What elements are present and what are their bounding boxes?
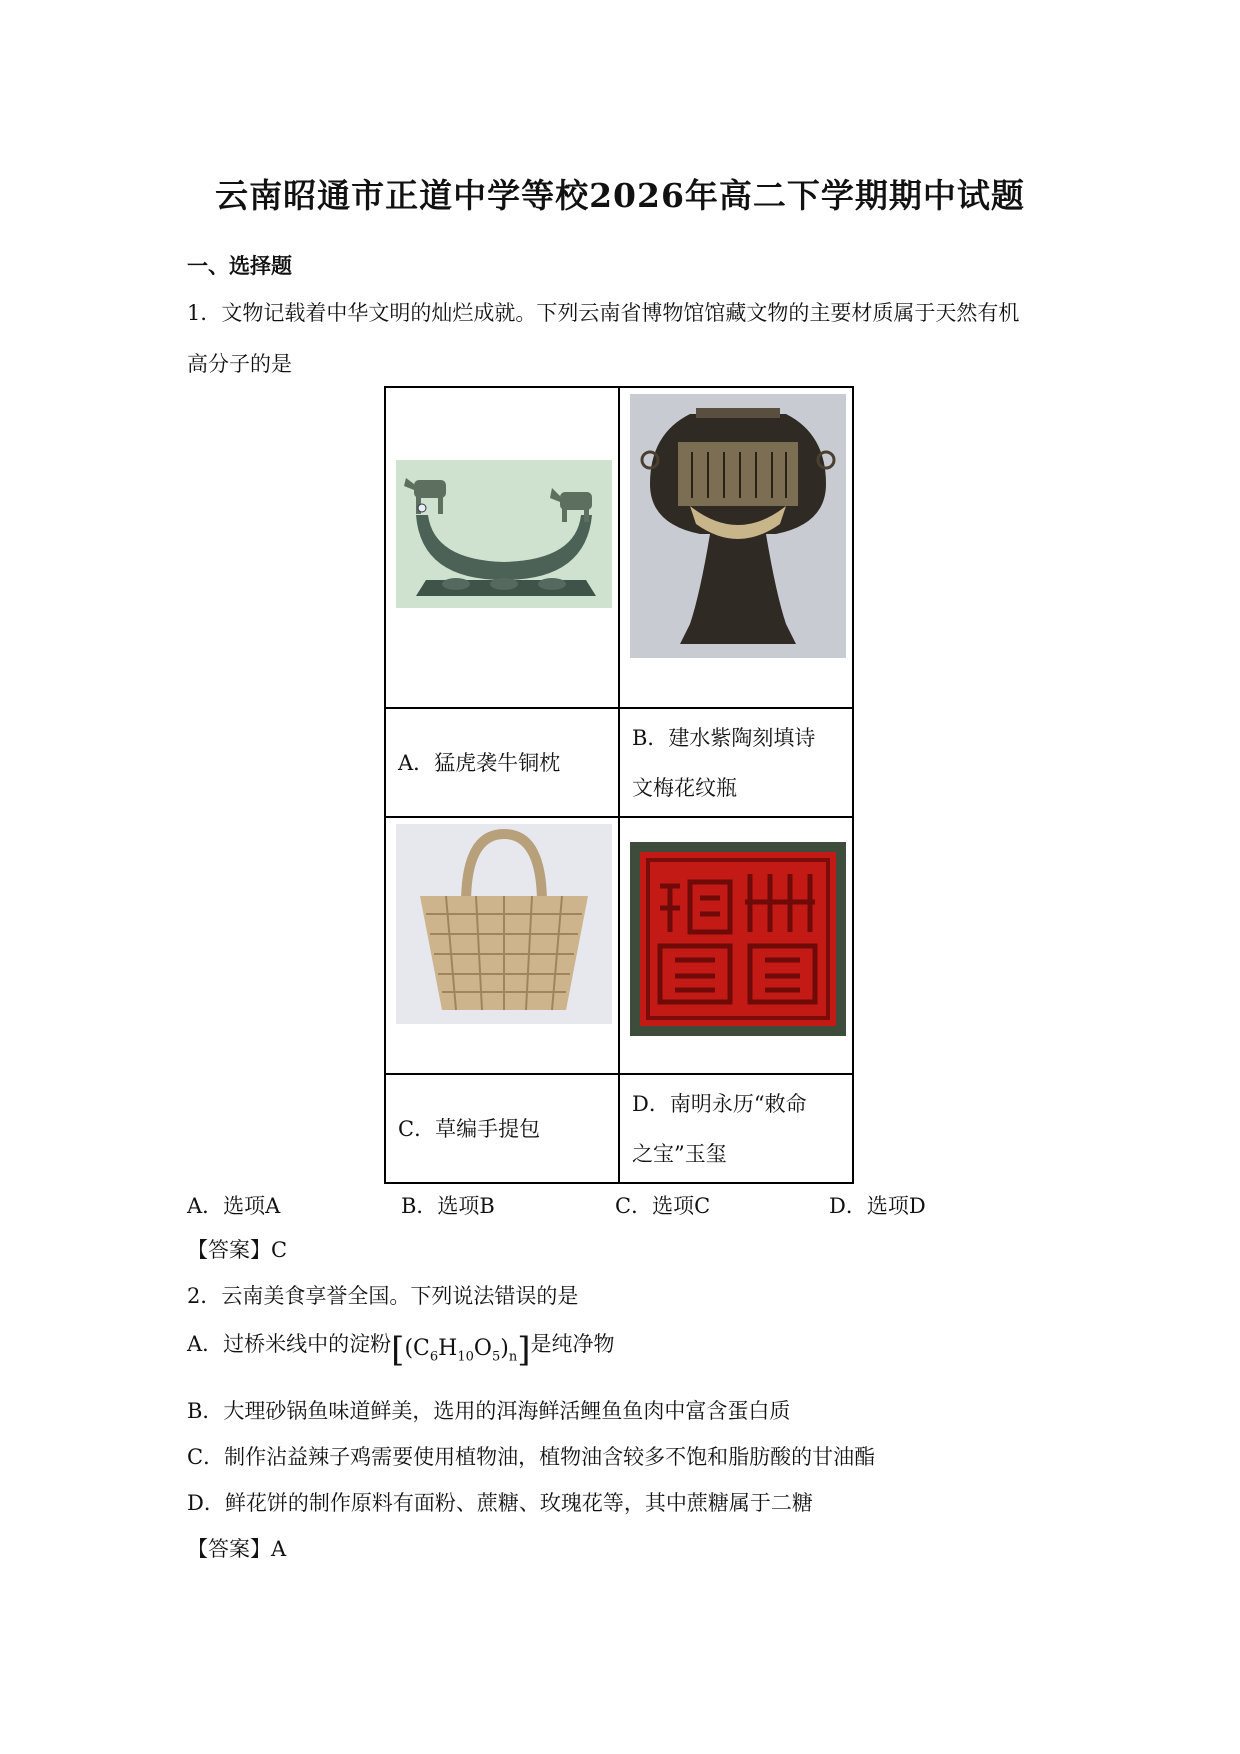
artifact-a-image-cell <box>385 387 619 708</box>
straw-handbag-image <box>396 824 612 1024</box>
jade-seal-image <box>630 842 846 1036</box>
artifact-d-label-line2: 之宝”玉玺 <box>632 1141 727 1166</box>
question-1-answer: 【答案】C <box>187 1238 288 1262</box>
question-1-option-b[interactable]: B．选项B <box>401 1194 495 1218</box>
artifact-c-label: C．草编手提包 <box>385 1074 619 1183</box>
question-1-option-a[interactable]: A．选项A <box>187 1194 281 1218</box>
section-heading: 一、选择题 <box>187 253 292 278</box>
question-1-option-c[interactable]: C．选项C <box>615 1194 711 1218</box>
page-title: 云南昭通市正道中学等校2026年高二下学期期中试题 <box>215 176 1025 215</box>
question-1-stem-line2: 高分子的是 <box>187 352 292 376</box>
artifact-b-image-cell <box>619 387 853 708</box>
question-2-answer: 【答案】A <box>187 1537 287 1561</box>
artifact-d-label <box>619 1074 853 1183</box>
purple-pottery-vase-image <box>630 394 846 658</box>
question-1-option-d[interactable]: D．选项D <box>829 1194 926 1218</box>
bronze-pillow-image <box>396 460 612 608</box>
artifact-b-label-line1: B．建水紫陶刻填诗 <box>632 725 816 750</box>
question-2-option-a[interactable] <box>187 1326 615 1370</box>
artifact-d-image-cell <box>619 817 853 1074</box>
question-2-option-a-prefix: A．过桥米线中的淀粉 <box>187 1332 392 1356</box>
question-2-option-a-suffix: 是纯净物 <box>530 1332 615 1356</box>
artifact-c-image-cell <box>385 817 619 1074</box>
artifact-d-label-line1: D．南明永历“敕命 <box>632 1091 807 1116</box>
question-2-option-c[interactable]: C．制作沾益辣子鸡需要使用植物油，植物油含较多不饱和脂肪酸的甘油酯 <box>187 1445 876 1469</box>
artifact-a-label: A．猛虎袭牛铜枕 <box>385 708 619 817</box>
question-2-stem: 2．云南美食享誉全国。下列说法错误的是 <box>187 1284 579 1308</box>
artifact-b-label-line2: 文梅花纹瓶 <box>632 775 737 800</box>
artifact-table <box>384 386 854 1184</box>
question-1-stem-line1: 1．文物记载着中华文明的灿烂成就。下列云南省博物馆馆藏文物的主要材质属于天然有机 <box>187 301 1020 325</box>
question-2-option-b[interactable]: B．大理砂锅鱼味道鲜美，选用的洱海鲜活鲤鱼鱼肉中富含蛋白质 <box>187 1399 791 1423</box>
artifact-b-label <box>619 708 853 817</box>
starch-formula: $[(C_6H_{10}O_5)_n]$ <box>391 1330 531 1370</box>
question-2-option-d[interactable]: D．鲜花饼的制作原料有面粉、蔗糖、玫瑰花等，其中蔗糖属于二糖 <box>187 1491 813 1515</box>
